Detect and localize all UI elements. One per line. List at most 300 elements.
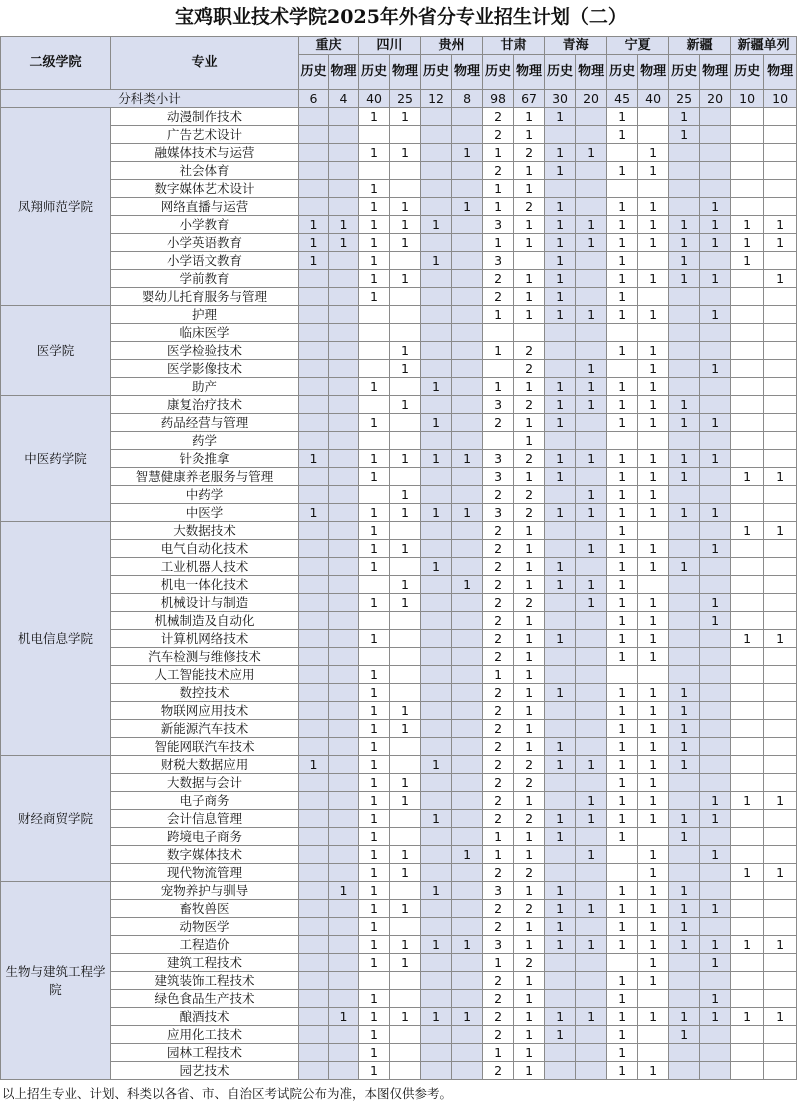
quota-cell: 1 — [421, 252, 452, 270]
history-subheader: 历史 — [669, 55, 700, 90]
quota-cell — [452, 558, 483, 576]
table-row — [1, 810, 797, 828]
major-name: 广告艺术设计 — [111, 126, 299, 144]
quota-cell — [299, 342, 329, 360]
quota-cell — [299, 684, 329, 702]
quota-cell: 1 — [359, 900, 390, 918]
province-header: 甘肃 — [483, 37, 545, 55]
quota-cell — [764, 144, 797, 162]
quota-cell — [638, 324, 669, 342]
quota-cell: 1 — [607, 306, 638, 324]
quota-cell — [452, 342, 483, 360]
quota-cell: 1 — [514, 522, 545, 540]
quota-cell: 1 — [329, 882, 359, 900]
quota-cell: 1 — [545, 468, 576, 486]
quota-cell — [299, 576, 329, 594]
quota-cell — [421, 162, 452, 180]
quota-cell: 1 — [514, 648, 545, 666]
quota-cell — [359, 486, 390, 504]
quota-cell — [390, 810, 421, 828]
quota-cell — [764, 504, 797, 522]
quota-cell: 1 — [607, 828, 638, 846]
quota-cell — [731, 756, 764, 774]
quota-cell — [731, 774, 764, 792]
quota-cell — [421, 684, 452, 702]
table-row — [1, 576, 797, 594]
quota-cell — [731, 1044, 764, 1062]
quota-cell: 1 — [700, 234, 731, 252]
quota-cell: 1 — [576, 900, 607, 918]
quota-cell — [452, 684, 483, 702]
quota-cell — [299, 828, 329, 846]
quota-cell — [329, 306, 359, 324]
quota-cell — [452, 252, 483, 270]
major-name: 汽车检测与维修技术 — [111, 648, 299, 666]
quota-cell — [299, 468, 329, 486]
quota-cell — [390, 1044, 421, 1062]
quota-cell — [359, 396, 390, 414]
quota-cell — [607, 666, 638, 684]
quota-cell: 2 — [483, 792, 514, 810]
table-row — [1, 1026, 797, 1044]
quota-cell: 1 — [483, 954, 514, 972]
quota-cell — [545, 954, 576, 972]
quota-cell — [359, 306, 390, 324]
quota-cell: 1 — [514, 216, 545, 234]
quota-cell: 1 — [390, 594, 421, 612]
quota-cell — [669, 666, 700, 684]
quota-cell: 1 — [764, 630, 797, 648]
college-name: 中医药学院 — [1, 396, 111, 522]
quota-cell: 1 — [545, 216, 576, 234]
major-name: 动物医学 — [111, 918, 299, 936]
quota-cell: 1 — [700, 846, 731, 864]
quota-cell: 1 — [545, 828, 576, 846]
quota-cell: 1 — [359, 702, 390, 720]
quota-cell — [299, 1026, 329, 1044]
quota-cell: 1 — [638, 846, 669, 864]
quota-cell — [576, 738, 607, 756]
quota-cell — [545, 666, 576, 684]
quota-cell — [638, 1044, 669, 1062]
quota-cell — [452, 792, 483, 810]
quota-cell — [329, 558, 359, 576]
quota-cell: 1 — [359, 810, 390, 828]
quota-cell: 1 — [638, 540, 669, 558]
quota-cell — [764, 954, 797, 972]
quota-cell — [669, 990, 700, 1008]
quota-cell — [299, 900, 329, 918]
quota-cell: 2 — [483, 720, 514, 738]
quota-cell: 1 — [764, 792, 797, 810]
quota-cell — [421, 144, 452, 162]
quota-cell — [607, 432, 638, 450]
quota-cell: 1 — [638, 918, 669, 936]
quota-cell: 1 — [700, 360, 731, 378]
quota-cell — [700, 1062, 731, 1080]
quota-cell: 1 — [390, 792, 421, 810]
quota-cell: 1 — [545, 162, 576, 180]
quota-cell: 1 — [545, 1026, 576, 1044]
quota-cell — [452, 1062, 483, 1080]
quota-cell: 1 — [669, 702, 700, 720]
physics-subheader: 物理 — [764, 55, 797, 90]
quota-cell — [421, 648, 452, 666]
quota-cell: 1 — [545, 918, 576, 936]
quota-cell: 1 — [421, 756, 452, 774]
major-name: 计算机网络技术 — [111, 630, 299, 648]
quota-cell: 1 — [669, 234, 700, 252]
quota-cell: 1 — [359, 828, 390, 846]
quota-cell: 1 — [638, 270, 669, 288]
quota-cell: 1 — [514, 1026, 545, 1044]
quota-cell: 2 — [483, 558, 514, 576]
major-name: 助产 — [111, 378, 299, 396]
table-row — [1, 378, 797, 396]
quota-cell — [669, 522, 700, 540]
quota-cell — [299, 414, 329, 432]
quota-cell: 1 — [638, 306, 669, 324]
quota-cell — [329, 612, 359, 630]
table-row — [1, 738, 797, 756]
quota-cell: 1 — [607, 540, 638, 558]
quota-cell — [764, 900, 797, 918]
quota-cell: 1 — [545, 810, 576, 828]
quota-cell: 1 — [359, 990, 390, 1008]
quota-cell — [764, 810, 797, 828]
table-row — [1, 306, 797, 324]
quota-cell — [329, 990, 359, 1008]
quota-cell — [299, 162, 329, 180]
quota-cell: 1 — [700, 540, 731, 558]
quota-cell — [299, 1008, 329, 1026]
major-name: 针灸推拿 — [111, 450, 299, 468]
quota-cell — [299, 666, 329, 684]
quota-cell: 1 — [638, 864, 669, 882]
table-row — [1, 900, 797, 918]
quota-cell — [421, 270, 452, 288]
major-name: 大数据技术 — [111, 522, 299, 540]
quota-cell: 2 — [483, 540, 514, 558]
quota-cell: 1 — [421, 810, 452, 828]
subtotal-value: 20 — [576, 90, 607, 108]
quota-cell — [669, 1044, 700, 1062]
quota-cell — [764, 396, 797, 414]
quota-cell — [329, 864, 359, 882]
quota-cell — [638, 180, 669, 198]
quota-cell: 1 — [545, 738, 576, 756]
quota-cell — [299, 702, 329, 720]
province-header: 新疆 — [669, 37, 731, 55]
quota-cell: 3 — [483, 252, 514, 270]
table-row — [1, 648, 797, 666]
major-name: 工程造价 — [111, 936, 299, 954]
quota-cell — [638, 288, 669, 306]
quota-cell: 1 — [421, 504, 452, 522]
quota-cell — [452, 774, 483, 792]
quota-cell — [299, 972, 329, 990]
table-row — [1, 558, 797, 576]
quota-cell: 1 — [483, 198, 514, 216]
table-row — [1, 594, 797, 612]
quota-cell — [607, 864, 638, 882]
quota-cell — [421, 828, 452, 846]
quota-cell: 1 — [638, 702, 669, 720]
quota-cell: 1 — [638, 1062, 669, 1080]
quota-cell: 1 — [390, 702, 421, 720]
quota-cell: 1 — [764, 468, 797, 486]
table-row — [1, 990, 797, 1008]
table-row — [1, 126, 797, 144]
quota-cell — [764, 288, 797, 306]
quota-cell — [669, 540, 700, 558]
quota-cell — [576, 270, 607, 288]
quota-cell: 1 — [638, 1008, 669, 1026]
quota-cell — [764, 612, 797, 630]
quota-cell: 1 — [607, 252, 638, 270]
quota-cell: 1 — [638, 234, 669, 252]
quota-cell — [299, 1062, 329, 1080]
quota-cell — [329, 486, 359, 504]
quota-cell — [390, 738, 421, 756]
quota-cell: 2 — [483, 126, 514, 144]
major-name: 酿酒技术 — [111, 1008, 299, 1026]
quota-cell: 1 — [607, 972, 638, 990]
quota-cell — [731, 396, 764, 414]
quota-cell — [452, 126, 483, 144]
quota-cell — [299, 288, 329, 306]
quota-cell — [545, 342, 576, 360]
quota-cell — [764, 126, 797, 144]
quota-cell — [421, 1044, 452, 1062]
quota-cell — [731, 360, 764, 378]
quota-cell: 3 — [483, 936, 514, 954]
quota-cell: 1 — [607, 990, 638, 1008]
quota-cell — [607, 846, 638, 864]
quota-cell — [764, 684, 797, 702]
quota-cell: 1 — [700, 504, 731, 522]
quota-cell — [764, 306, 797, 324]
quota-cell: 1 — [731, 864, 764, 882]
quota-cell: 1 — [390, 198, 421, 216]
quota-cell — [764, 414, 797, 432]
quota-cell — [299, 882, 329, 900]
quota-cell — [545, 990, 576, 1008]
quota-cell — [731, 576, 764, 594]
quota-cell — [731, 720, 764, 738]
quota-cell — [731, 306, 764, 324]
quota-cell — [329, 810, 359, 828]
quota-cell — [299, 108, 329, 126]
quota-cell: 1 — [452, 144, 483, 162]
quota-cell — [638, 522, 669, 540]
quota-cell: 1 — [607, 774, 638, 792]
quota-cell — [576, 468, 607, 486]
quota-cell — [390, 990, 421, 1008]
quota-cell — [390, 432, 421, 450]
quota-cell: 1 — [764, 522, 797, 540]
quota-cell: 1 — [545, 378, 576, 396]
quota-cell — [731, 1062, 764, 1080]
quota-cell — [299, 198, 329, 216]
table-row — [1, 234, 797, 252]
quota-cell — [299, 936, 329, 954]
quota-cell: 1 — [607, 684, 638, 702]
quota-cell — [514, 252, 545, 270]
physics-subheader: 物理 — [452, 55, 483, 90]
quota-cell: 1 — [700, 612, 731, 630]
major-name: 建筑装饰工程技术 — [111, 972, 299, 990]
major-name: 小学教育 — [111, 216, 299, 234]
quota-cell — [329, 342, 359, 360]
quota-cell — [452, 666, 483, 684]
table-row — [1, 468, 797, 486]
quota-cell: 1 — [638, 612, 669, 630]
quota-cell: 1 — [452, 1008, 483, 1026]
quota-cell: 1 — [299, 216, 329, 234]
quota-cell — [700, 1026, 731, 1044]
quota-cell: 1 — [638, 882, 669, 900]
quota-cell — [421, 522, 452, 540]
quota-cell: 1 — [607, 900, 638, 918]
quota-cell — [764, 972, 797, 990]
quota-cell — [731, 486, 764, 504]
quota-cell: 2 — [483, 702, 514, 720]
quota-cell — [329, 144, 359, 162]
quota-cell: 1 — [607, 126, 638, 144]
quota-cell — [576, 612, 607, 630]
quota-cell — [700, 972, 731, 990]
quota-cell: 1 — [483, 180, 514, 198]
quota-cell — [421, 630, 452, 648]
quota-cell — [390, 180, 421, 198]
quota-cell — [764, 486, 797, 504]
history-subheader: 历史 — [483, 55, 514, 90]
quota-cell: 1 — [607, 504, 638, 522]
quota-cell — [700, 720, 731, 738]
quota-cell — [764, 378, 797, 396]
quota-cell: 1 — [638, 144, 669, 162]
quota-cell: 1 — [359, 684, 390, 702]
quota-cell: 2 — [483, 972, 514, 990]
quota-cell — [764, 918, 797, 936]
quota-cell — [359, 432, 390, 450]
quota-cell — [731, 108, 764, 126]
major-name: 数控技术 — [111, 684, 299, 702]
quota-cell: 1 — [607, 810, 638, 828]
quota-cell: 1 — [545, 414, 576, 432]
quota-cell — [421, 774, 452, 792]
major-name: 跨境电子商务 — [111, 828, 299, 846]
quota-cell — [329, 954, 359, 972]
quota-cell — [764, 342, 797, 360]
major-name: 机电一体化技术 — [111, 576, 299, 594]
quota-cell — [638, 1026, 669, 1044]
quota-cell: 1 — [764, 216, 797, 234]
quota-cell — [452, 810, 483, 828]
quota-cell — [764, 828, 797, 846]
quota-cell: 2 — [483, 612, 514, 630]
quota-cell — [669, 162, 700, 180]
quota-cell — [576, 918, 607, 936]
quota-cell — [669, 306, 700, 324]
quota-cell: 1 — [607, 486, 638, 504]
quota-cell: 1 — [638, 342, 669, 360]
quota-cell — [545, 594, 576, 612]
quota-cell: 1 — [700, 990, 731, 1008]
quota-cell — [731, 378, 764, 396]
quota-cell: 1 — [359, 450, 390, 468]
quota-cell: 1 — [700, 810, 731, 828]
quota-cell — [359, 162, 390, 180]
quota-cell — [452, 306, 483, 324]
quota-cell — [299, 612, 329, 630]
quota-cell — [452, 828, 483, 846]
quota-cell — [700, 126, 731, 144]
quota-cell: 2 — [483, 990, 514, 1008]
quota-cell — [764, 324, 797, 342]
quota-cell: 1 — [390, 144, 421, 162]
college-header: 二级学院 — [1, 37, 111, 90]
quota-cell: 1 — [359, 234, 390, 252]
quota-cell — [390, 378, 421, 396]
quota-cell: 1 — [359, 1008, 390, 1026]
table-row — [1, 288, 797, 306]
quota-cell — [329, 126, 359, 144]
table-row — [1, 756, 797, 774]
quota-cell — [731, 270, 764, 288]
quota-cell: 1 — [514, 990, 545, 1008]
quota-cell — [700, 1044, 731, 1062]
table-row — [1, 954, 797, 972]
quota-cell: 1 — [452, 504, 483, 522]
quota-cell: 1 — [607, 468, 638, 486]
college-name: 凤翔师范学院 — [1, 108, 111, 306]
quota-cell — [545, 324, 576, 342]
quota-cell: 1 — [700, 1008, 731, 1026]
quota-cell: 2 — [514, 810, 545, 828]
quota-cell: 1 — [576, 378, 607, 396]
quota-cell — [421, 306, 452, 324]
quota-cell — [390, 468, 421, 486]
quota-cell — [764, 882, 797, 900]
quota-cell — [576, 162, 607, 180]
table-row — [1, 180, 797, 198]
quota-cell: 1 — [483, 234, 514, 252]
quota-cell — [452, 234, 483, 252]
quota-cell — [299, 558, 329, 576]
quota-cell: 1 — [329, 234, 359, 252]
table-row — [1, 828, 797, 846]
quota-cell — [514, 324, 545, 342]
quota-cell: 1 — [545, 270, 576, 288]
quota-cell: 1 — [545, 1008, 576, 1026]
quota-cell: 1 — [359, 882, 390, 900]
quota-cell — [452, 900, 483, 918]
quota-cell: 1 — [669, 468, 700, 486]
quota-cell — [545, 1044, 576, 1062]
quota-cell — [669, 594, 700, 612]
quota-cell — [731, 918, 764, 936]
quota-cell — [576, 252, 607, 270]
quota-cell: 1 — [669, 918, 700, 936]
history-subheader: 历史 — [359, 55, 390, 90]
quota-cell: 3 — [483, 504, 514, 522]
quota-cell — [545, 540, 576, 558]
quota-cell — [545, 720, 576, 738]
quota-cell — [700, 756, 731, 774]
major-name: 中药学 — [111, 486, 299, 504]
